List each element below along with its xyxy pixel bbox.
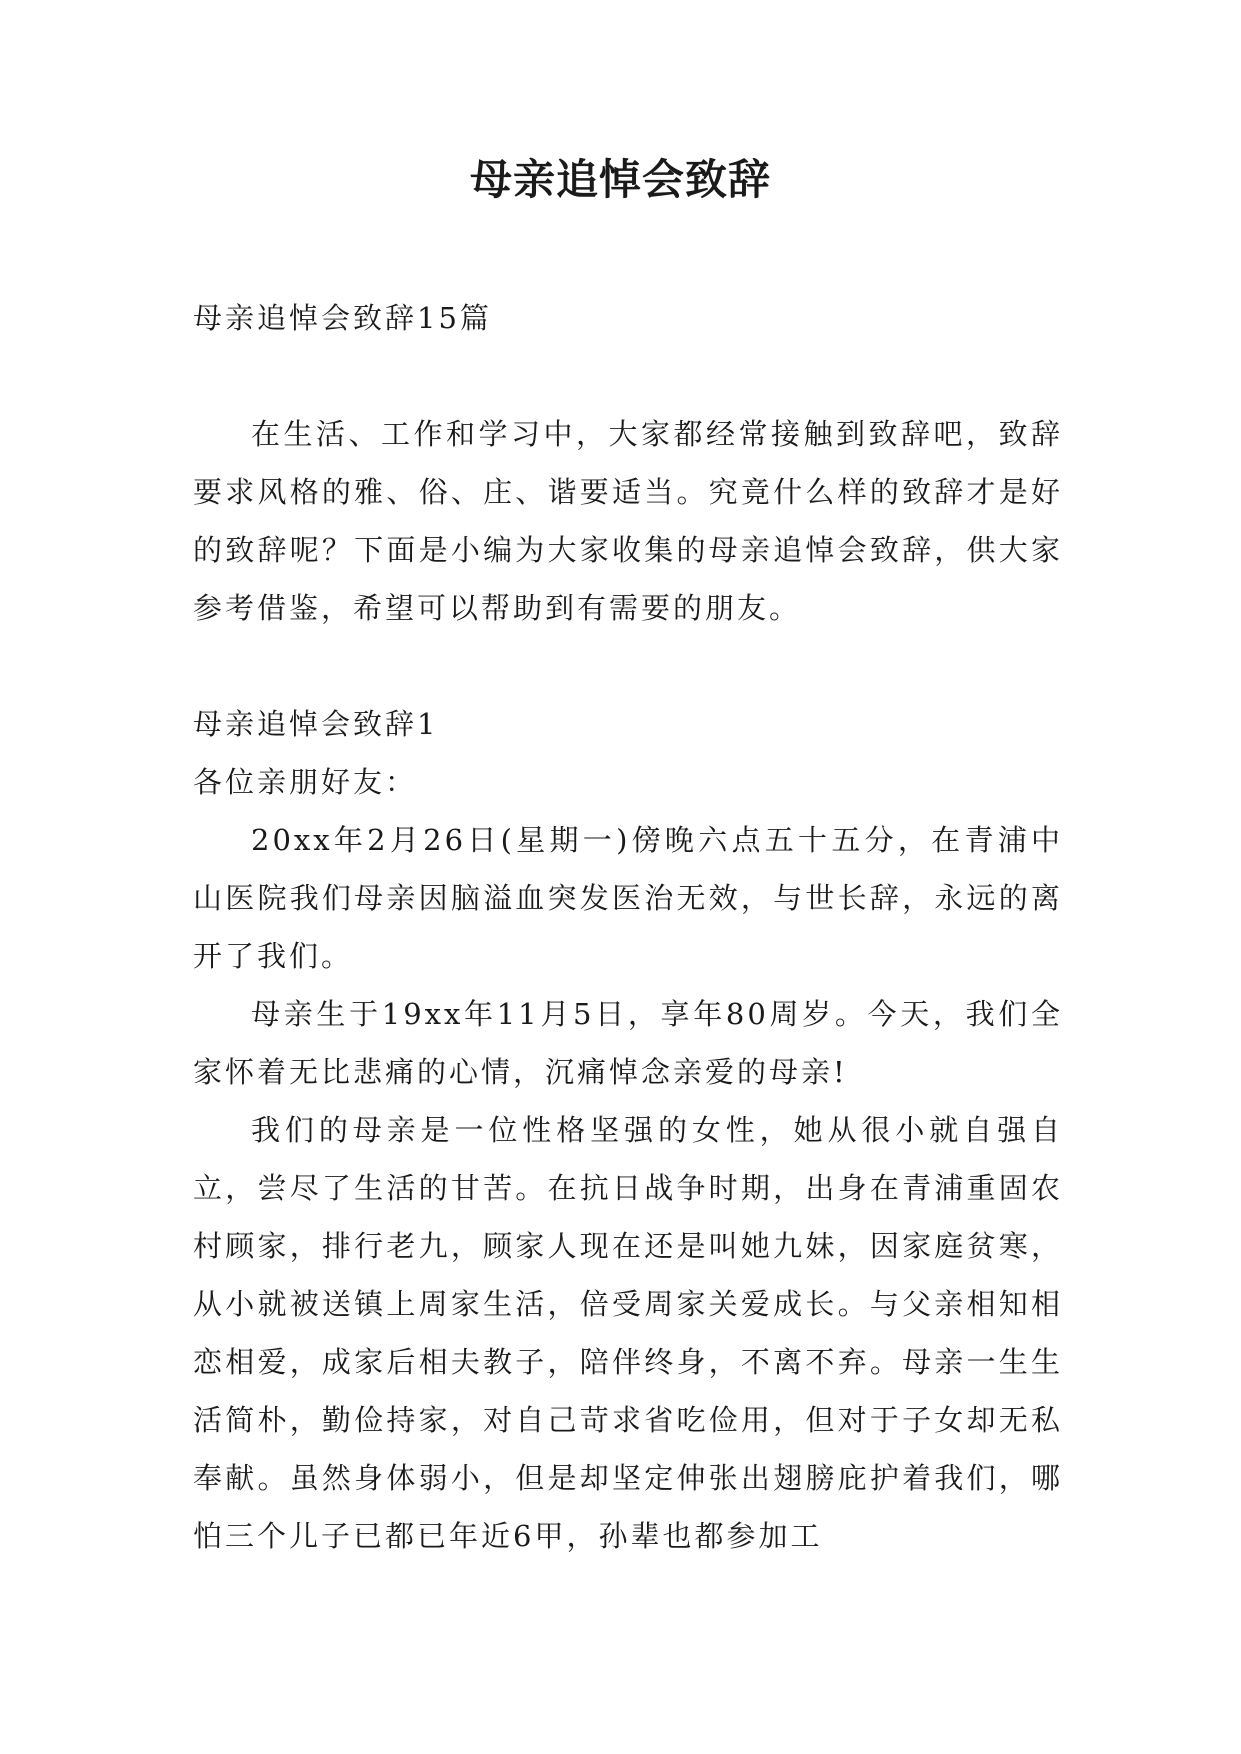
- spacer: [193, 347, 1063, 405]
- body-paragraph: 母亲生于19xx年11月5日，享年80周岁。今天，我们全家怀着无比悲痛的心情，沉痛悼念亲爱的母亲!: [193, 997, 1063, 1089]
- greeting: 各位亲朋好友：: [193, 765, 418, 799]
- intro-paragraph: 在生活、工作和学习中，大家都经常接触到致辞吧，致辞要求风格的雅、俗、庄、谐要适当。究竟什么样的致辞才是好的致辞呢？下面是小编为大家收集的母亲追悼会致辞，供大家参考借鉴，希望可以帮助到有需要的朋友。: [193, 417, 1063, 625]
- document-body: [193, 289, 1063, 1565]
- document-subtitle: 母亲追悼会致辞15篇: [193, 301, 492, 335]
- body-paragraph: 20xx年2月26日(星期一)傍晚六点五十五分，在青浦中山医院我们母亲因脑溢血突发医治无效，与世长辞，永远的离开了我们。: [193, 823, 1063, 973]
- document-title: 母亲追悼会致辞: [469, 155, 771, 204]
- body-paragraph: 我们的母亲是一位性格坚强的女性，她从很小就自强自立，尝尽了生活的甘苦。在抗日战争时期，出身在青浦重固农村顾家，排行老九，顾家人现在还是叫她九妹，因家庭贫寒，从小就被送镇上周家生活，倍受周家关爱成长。与父亲相知相恋相爱，成家后相夫教子，陪伴终身，不离不弃。母亲一生生活简朴，勤俭持家，对自己苛求省吃俭用，但对于子女却无私奉献。虽然身体弱小，但是却坚定伸张出翅膀庇护着我们，哪怕三个儿子已都已年近6甲，孙辈也都参加工: [193, 1113, 1063, 1553]
- section-heading: 母亲追悼会致辞1: [193, 707, 439, 741]
- spacer: [193, 637, 1063, 695]
